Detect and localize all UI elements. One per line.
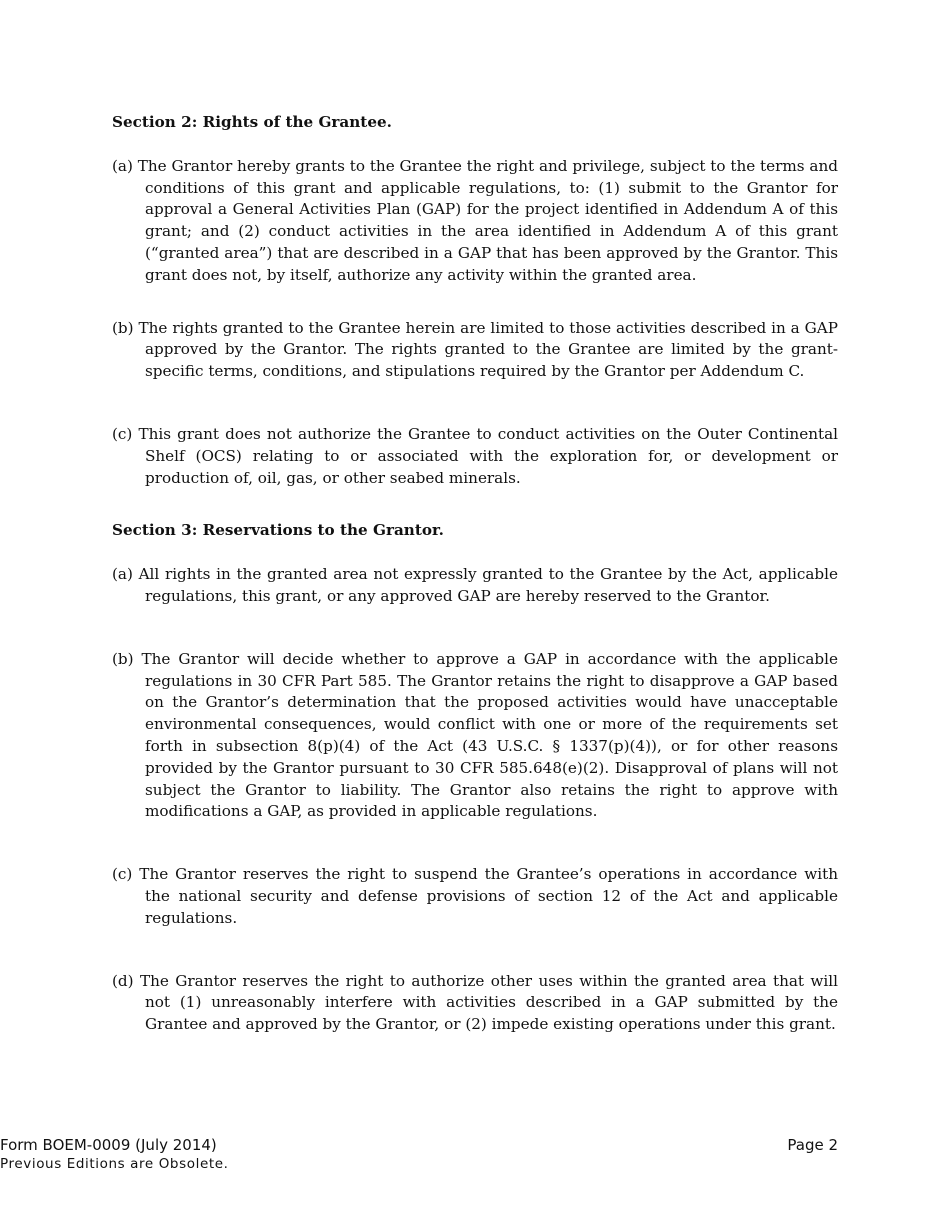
section-3-heading: Section 3: Reservations to the Grantor. — [112, 521, 444, 540]
footer-page-number: Page 2 — [787, 1136, 838, 1154]
section-3-paragraph-d: (d) The Grantor reserves the right to authorize other uses within the granted area that will not (1) unreasonably interfere with activities described in a GAP submitted by the Grantee and approved by the Grantor, or (2) impede existing operations under this grant. — [112, 971, 838, 1034]
section-3-paragraph-b: (b) The Grantor will decide whether to approve a GAP in accordance with the applicable regulations in 30 CFR Part 585. The Grantor retains the right to disapprove a GAP based on the Grantor’s determination that the proposed activities would have unacceptable environmental consequences, would conflict with one or more of the requirements set forth in subsection 8(p)(4) of the Act (43 U.S.C. § 1337(p)(4)), or for other reasons provided by the Grantor pursuant to 30 CFR 585.648(e)(2). Disapproval of plans will not subject the Grantor to liability. The Grantor also retains the right to approve with modifications a GAP, as provided in applicable regulations. — [112, 649, 838, 821]
footer-form-number: Form BOEM-0009 (July 2014) — [0, 1136, 217, 1154]
document-body — [112, 112, 838, 1036]
section-3-paragraph-a: (a) All rights in the granted area not expressly granted to the Grantee by the Act, applicable regulations, this grant, or any approved GAP are hereby reserved to the Grantor. — [112, 565, 838, 605]
section-2-paragraph-a: (a) The Grantor hereby grants to the Grantee the right and privilege, subject to the terms and conditions of this grant and applicable regulations, to: (1) submit to the Grantor for approval a General Activities Plan (GAP) for the project identified in Addendum A of this grant; and (2) conduct activities in the area identified in Addendum A of this grant (“granted area”) that are described in a GAP that has been approved by the Grantor. This grant does not, by itself, authorize any activity within the granted area. — [112, 156, 838, 284]
section-2-paragraph-b: (b) The rights granted to the Grantee herein are limited to those activities described in a GAP approved by the Grantor. The rights granted to the Grantee are limited by the grant-specific terms, conditions, and stipulations required by the Grantor per Addendum C. — [112, 318, 838, 381]
section-2-heading: Section 2: Rights of the Grantee. — [112, 113, 392, 131]
footer-obsolete-notice: Previous Editions are Obsolete. — [0, 1156, 229, 1172]
section-3-paragraph-c: (c) The Grantor reserves the right to suspend the Grantee’s operations in accordance with the national security and defense provisions of section 12 of the Act and applicable regulations. — [112, 865, 838, 927]
section-2-paragraph-c: (c) This grant does not authorize the Grantee to conduct activities on the Outer Continental Shelf (OCS) relating to or associated with the exploration for, or development or production of, oil, gas, or other seabed minerals. — [112, 424, 838, 487]
